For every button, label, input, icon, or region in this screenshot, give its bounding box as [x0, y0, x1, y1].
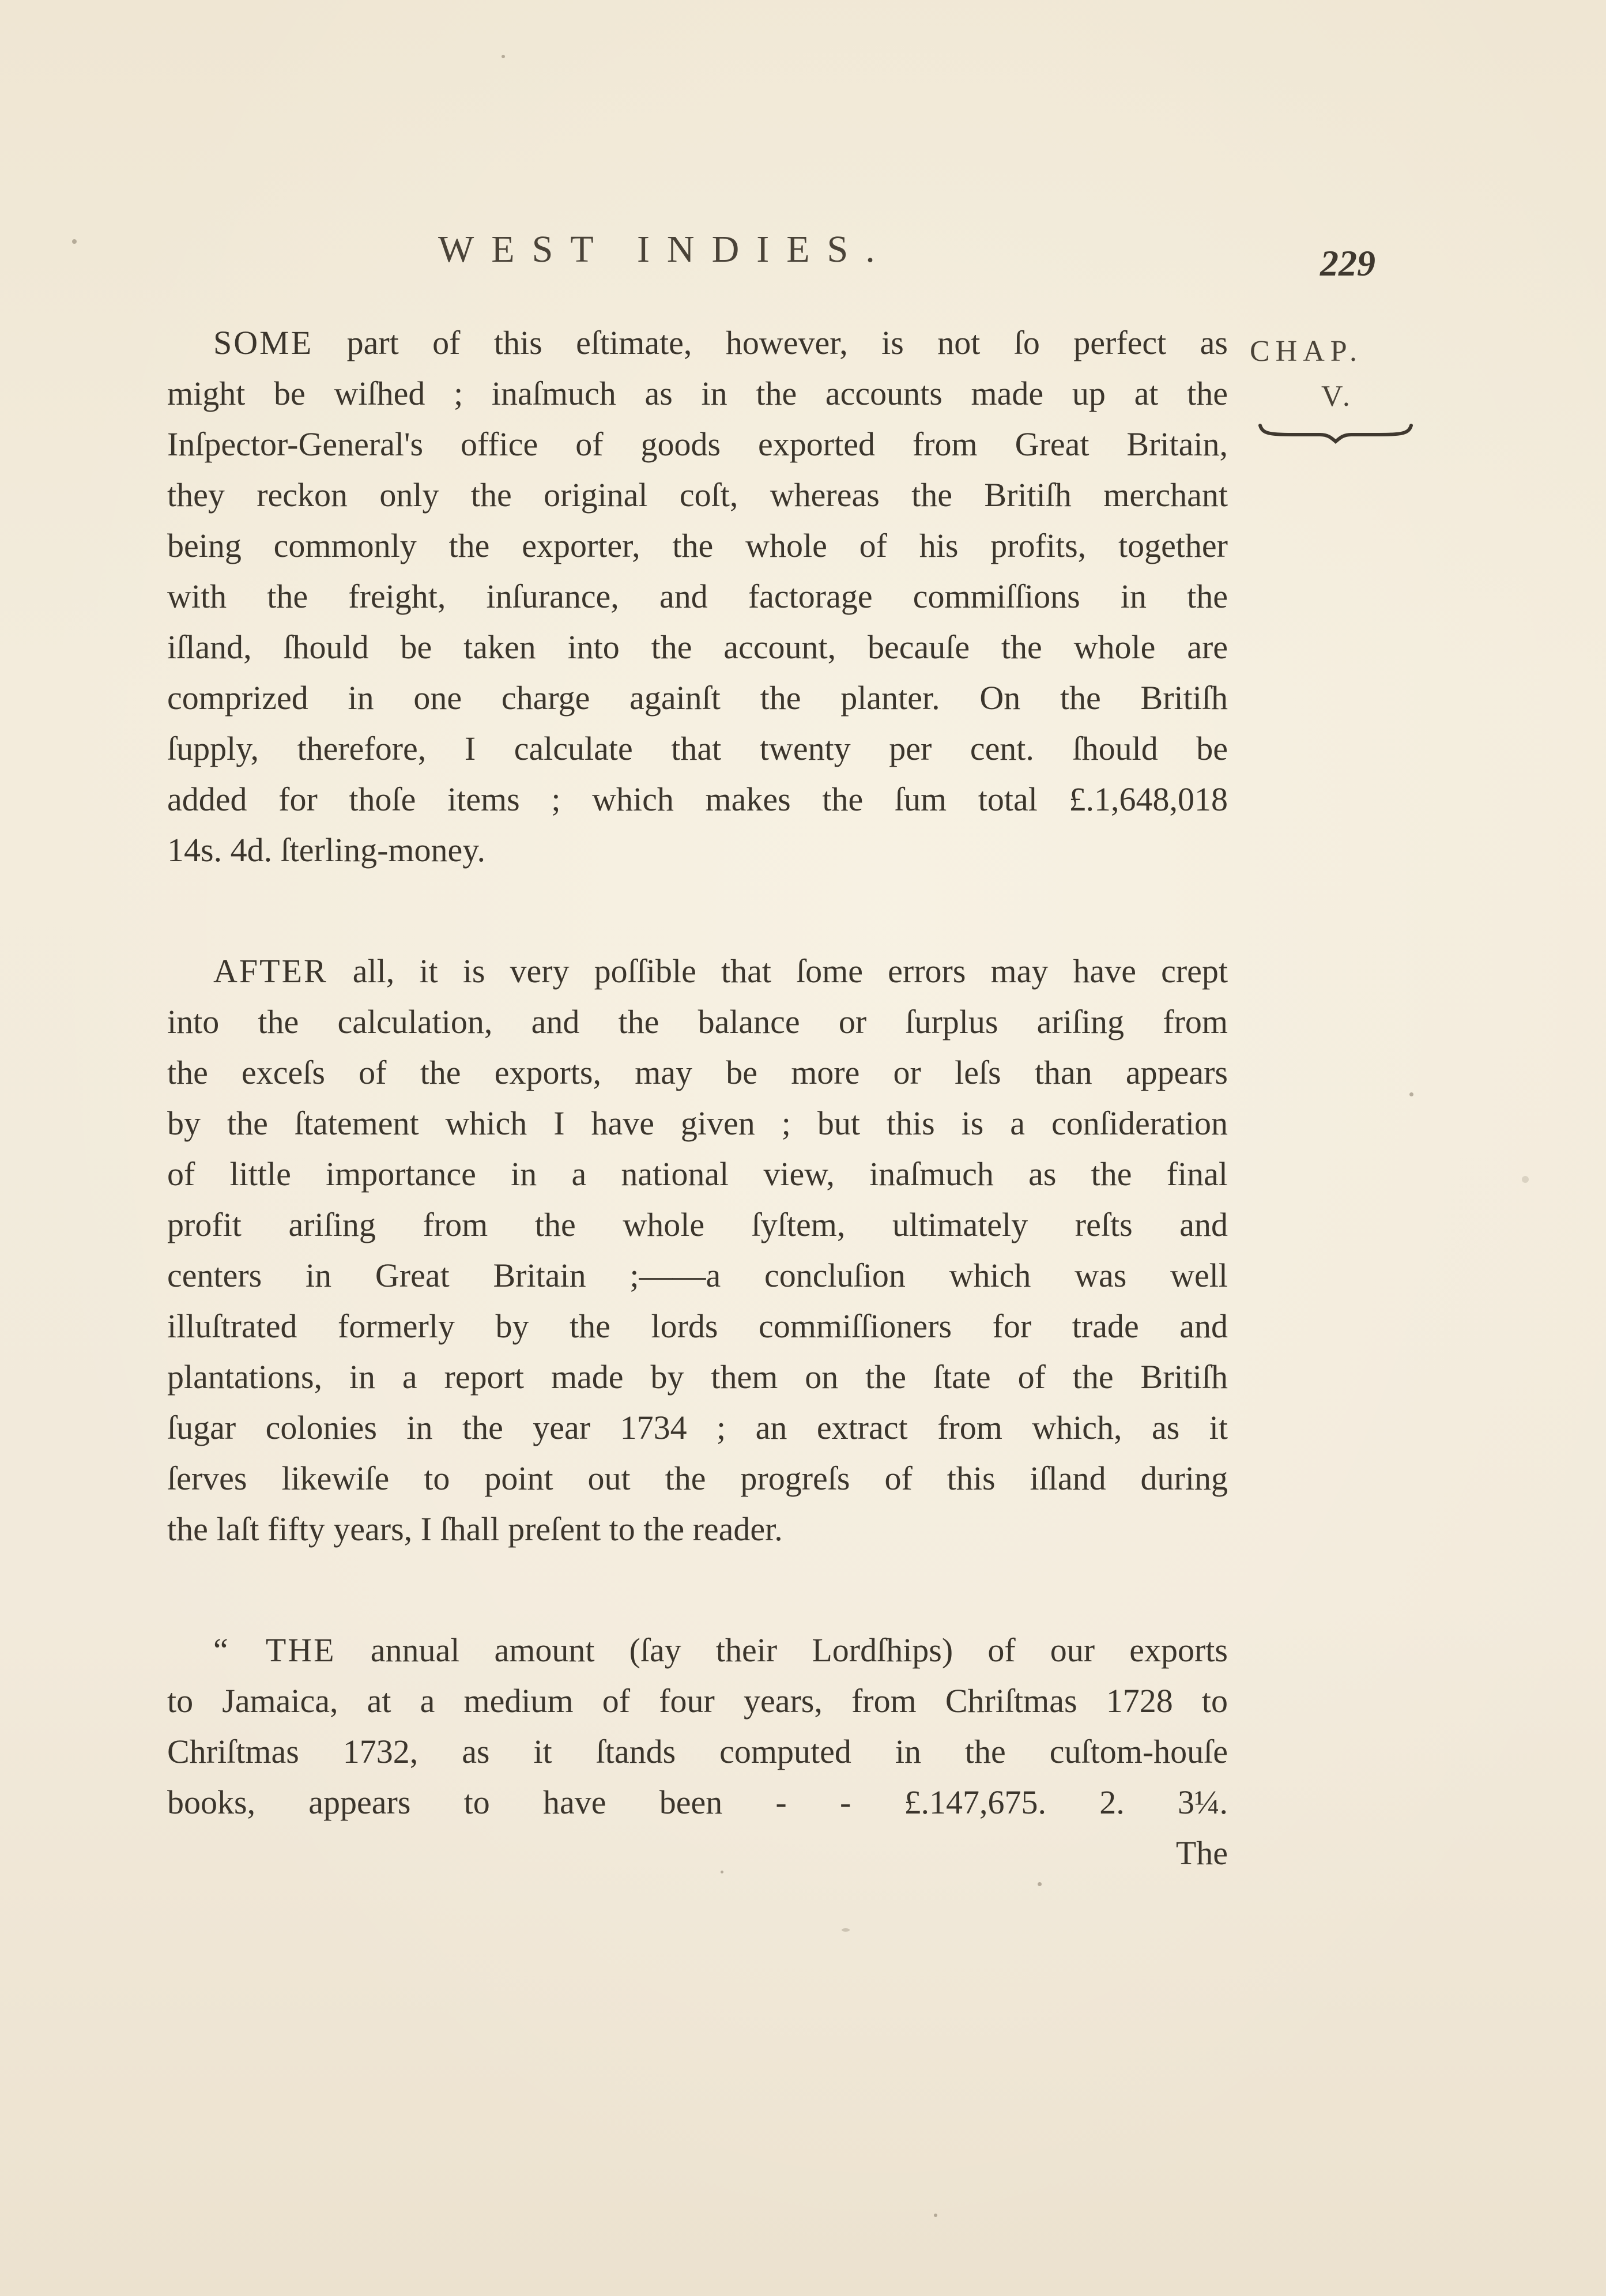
text-line: books, appears to have been - - £.147,675. 2. 3¼. [167, 1784, 1228, 1821]
text-line: they reckon only the original coſt, whereas the Britiſh merchant [167, 476, 1228, 514]
page-number: 229 [1320, 243, 1375, 284]
text-line: ſupply, therefore, I calculate that twenty per cent. ſhould be [167, 730, 1228, 767]
paper-speck [1038, 1882, 1042, 1886]
text-line: with the freight, inſurance, and factorage commiſſions in the [167, 578, 1228, 615]
text-line: AFTER all, it is very poſſible that ſome errors may have crept [213, 952, 1228, 990]
text-line: profit ariſing from the whole ſyſtem, ultimately reſts and [167, 1206, 1228, 1243]
text-line: ſerves likewiſe to point out the progreſs of this iſland during [167, 1460, 1228, 1497]
paper-speck [502, 55, 505, 58]
paper-speck [72, 239, 77, 244]
paper-speck [1522, 1176, 1529, 1183]
text-line: “ THE annual amount (ſay their Lordſhips) of our exports [213, 1631, 1228, 1669]
text-line: comprized in one charge againſt the planter. On the Britiſh [167, 679, 1228, 717]
text-line: to Jamaica, at a medium of four years, from Chriſtmas 1728 to [167, 1682, 1228, 1720]
running-head: WEST INDIES. [438, 228, 892, 270]
text-line: centers in Great Britain ;——a concluſion which was well [167, 1257, 1228, 1294]
text-line: being commonly the exporter, the whole of his profits, together [167, 527, 1228, 564]
text-line: added for thoſe items ; which makes the ſum total £.1,648,018 [167, 781, 1228, 818]
text-line: the exceſs of the exports, may be more or leſs than appears [167, 1054, 1228, 1091]
text-line: the laſt fifty years, I ſhall preſent to the reader. [167, 1510, 783, 1548]
text-line: Chriſtmas 1732, as it ſtands computed in the cuſtom-houſe [167, 1733, 1228, 1770]
text-line: SOME part of this eſtimate, however, is not ſo perfect as [213, 324, 1228, 361]
text-line: by the ſtatement which I have given ; but this is a conſideration [167, 1104, 1228, 1142]
text-line: plantations, in a report made by them on the ſtate of the Britiſh [167, 1358, 1228, 1396]
text-line: iſland, ſhould be taken into the account, becauſe the whole are [167, 628, 1228, 666]
text-line: might be wiſhed ; inaſmuch as in the accounts made up at the [167, 375, 1228, 412]
text-line: of little importance in a national view, inaſmuch as the final [167, 1155, 1228, 1193]
text-line: into the calculation, and the balance or ſurplus ariſing from [167, 1003, 1228, 1040]
text-line: ſugar colonies in the year 1734 ; an extract from which, as it [167, 1409, 1228, 1446]
chapter-label: CHAP. [1250, 335, 1363, 368]
text-line: 14s. 4d. ſterling-money. [167, 831, 485, 869]
paper-speck [842, 1928, 850, 1932]
text-line: Inſpector-General's office of goods exported from Great Britain, [167, 425, 1228, 463]
paper-speck [1409, 1092, 1413, 1096]
text-line: illuſtrated formerly by the lords commiſſioners for trade and [167, 1307, 1228, 1345]
paper-speck [934, 2214, 937, 2217]
chapter-brace-ornament [1258, 421, 1413, 444]
chapter-number: V. [1321, 380, 1354, 413]
catchword: The [1175, 1834, 1228, 1872]
